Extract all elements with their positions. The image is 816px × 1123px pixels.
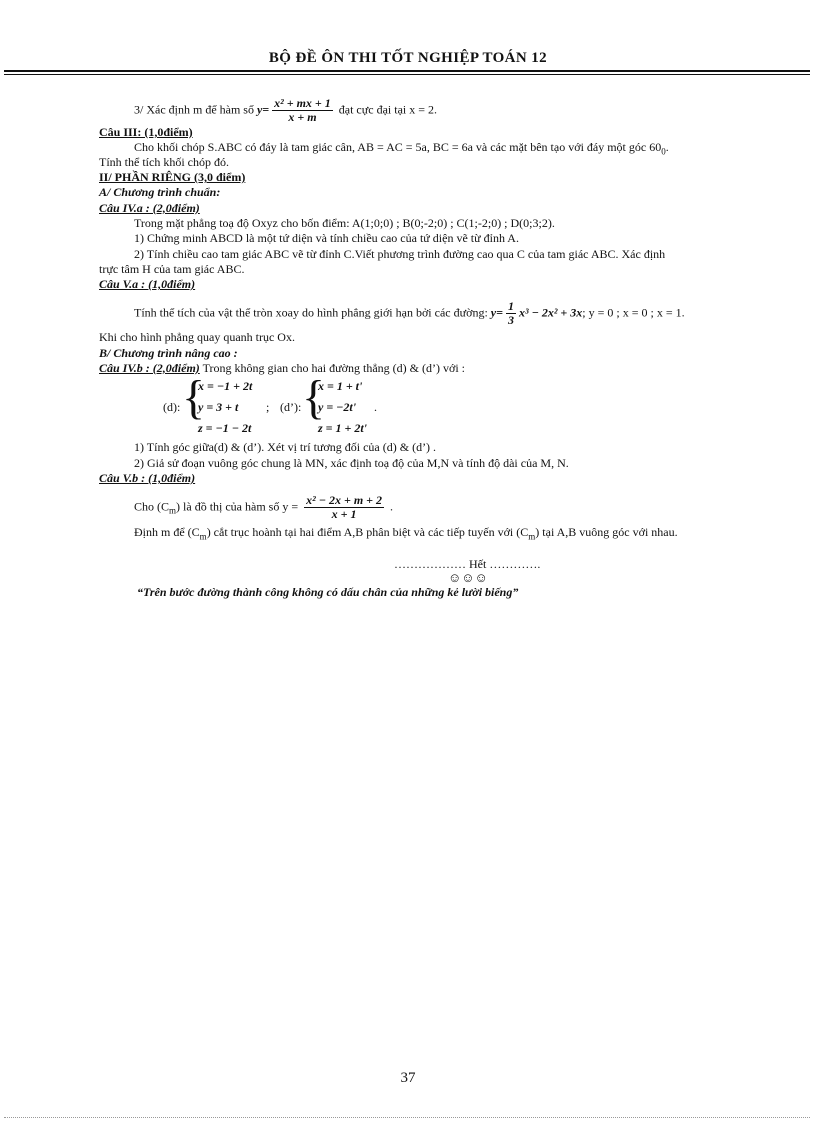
cau5b-numerator: x² − 2x + m + 2 xyxy=(306,493,382,507)
cau5a-conditions: ; y = 0 ; x = 0 ; x = 1. xyxy=(582,305,685,320)
cau5a-line2: Khi cho hình phẳng quay quanh trục Ox. xyxy=(99,330,295,344)
cau5a-fraction xyxy=(506,300,516,327)
cau4a-intro: Trong mặt phẳng toạ độ Oxyz cho bốn điểm: A(1;0;0) ; B(0;-2;0) ; C(1;-2;0) ; D(0;3;2). xyxy=(134,216,555,230)
cau5a-line xyxy=(134,300,685,327)
cau5a-fn-rest: x³ − 2x² + 3x xyxy=(518,305,583,320)
cau5a-frac-den: 3 xyxy=(507,313,514,327)
dp-eq1: x = 1 + t' xyxy=(318,379,363,393)
cau5b-line2-sub1: m xyxy=(199,531,207,542)
cau5b-sub-m: m xyxy=(169,505,177,516)
cau3-period: . xyxy=(665,140,669,154)
cau5b-line1 xyxy=(134,494,393,521)
cau5a-heading: Câu V.a : (1,0điểm) xyxy=(99,277,196,291)
cau4b-heading: Câu IV.b : (2,0điểm) xyxy=(99,361,200,375)
d-eq2: y = 3 + t xyxy=(198,400,239,414)
cau5b-line2-sub2: m xyxy=(528,531,536,542)
d-brace: { xyxy=(182,371,206,424)
q3-numerator: x² + mx + 1 xyxy=(274,96,331,110)
program-b-heading: B/ Chương trình nâng cao : xyxy=(99,346,238,360)
cau5b-heading: Câu V.b : (1,0điểm) xyxy=(99,471,196,485)
q3-prefix: 3/ Xác định m để hàm số xyxy=(134,102,254,117)
cau4a-heading: Câu IV.a : (2,0điểm) xyxy=(99,201,200,215)
header-rule-thin xyxy=(4,74,810,75)
system-separator: ; xyxy=(266,400,270,414)
page-bottom-border xyxy=(4,1117,810,1118)
closing-quote: “Trên bước đường thành công không có dấu chân của những kẻ lười biếng” xyxy=(137,585,519,599)
cau5b-fraction xyxy=(304,494,384,521)
page-number: 37 xyxy=(400,1070,416,1086)
cau5a-fn-lhs: y= xyxy=(490,305,503,320)
d-label: (d): xyxy=(163,400,181,414)
header-title: BỘ ĐỀ ÔN THI TỐT NGHIỆP TOÁN 12 xyxy=(268,50,548,66)
end-mark: ……………… Hết …………. xyxy=(394,557,541,571)
dp-eq2: y = −2t' xyxy=(318,400,357,414)
cau5b-line2-a: Định m để (C xyxy=(134,525,200,539)
q3-line xyxy=(134,97,437,124)
system-end: . xyxy=(374,400,377,414)
cau3-degree: 0 xyxy=(661,146,666,157)
cau4b-item2: 2) Giả sử đoạn vuông góc chung là MN, xác định toạ độ của M,N và tính độ dài của M, N. xyxy=(134,456,569,470)
cau4a-item2b: trực tâm H của tam giác ABC. xyxy=(99,262,245,276)
cau3-line2: Tính thể tích khối chóp đó. xyxy=(99,155,229,169)
cau4a-item1: 1) Chứng minh ABCD là một tứ diện và tính chiều cao của tứ diện vẽ từ đỉnh A. xyxy=(134,231,519,245)
cau5b-line1-mid: ) là đồ thị của hàm số y = xyxy=(176,499,299,514)
cau4b-heading-line xyxy=(99,361,465,375)
cau5b-line2-b: ) cắt trục hoành tại hai điểm A,B phân biệt và các tiếp tuyến với (C xyxy=(206,525,529,539)
q3-denominator: x + m xyxy=(288,110,317,124)
q3-fraction xyxy=(272,97,333,124)
cau4a-item2a: 2) Tính chiều cao tam giác ABC vẽ từ đỉnh C.Viết phương trình đường cao qua C của tam giác ABC. Xác định xyxy=(134,247,666,261)
cau5a-frac-num: 1 xyxy=(507,299,514,313)
dp-eq3: z = 1 + 2t' xyxy=(318,421,368,435)
dp-label: (d’): xyxy=(280,400,302,414)
q3-lhs: y= xyxy=(256,102,270,117)
header-rule-thick xyxy=(4,70,810,72)
cau5b-cm-open: Cho (C xyxy=(134,499,170,514)
cau5b-line2-c: ) tại A,B vuông góc với nhau. xyxy=(535,525,678,539)
program-a-heading: A/ Chương trình chuẩn: xyxy=(99,185,221,199)
part2-heading: II/ PHẦN RIÊNG (3,0 điểm) xyxy=(99,170,246,184)
smileys: ☺☺☺ xyxy=(448,570,488,585)
cau4b-item1: 1) Tính góc giữa(d) & (d’). Xét vị trí tương đối của (d) & (d’) . xyxy=(134,440,437,454)
cau3-line1-text: Cho khối chóp S.ABC có đáy là tam giác cân, AB = AC = 5a, BC = 6a và các mặt bên tạo với đáy một góc 60 xyxy=(134,140,662,154)
dp-brace: { xyxy=(302,371,326,424)
q3-suffix: đạt cực đại tại x = 2. xyxy=(338,102,438,117)
d-eq1: x = −1 + 2t xyxy=(198,379,253,393)
cau5a-text: Tính thể tích của vật thể tròn xoay do hình phẳng giới hạn bởi các đường: xyxy=(134,305,488,320)
d-eq3: z = −1 − 2t xyxy=(198,421,252,435)
cau3-heading: Câu III: (1,0điểm) xyxy=(99,125,193,139)
cau5b-line2 xyxy=(134,525,678,543)
cau5b-denominator: x + 1 xyxy=(331,507,357,521)
cau4b-intro: Trong không gian cho hai đường thẳng (d) & (d’) với : xyxy=(202,361,465,375)
cau5b-line1-end: . xyxy=(390,499,393,514)
